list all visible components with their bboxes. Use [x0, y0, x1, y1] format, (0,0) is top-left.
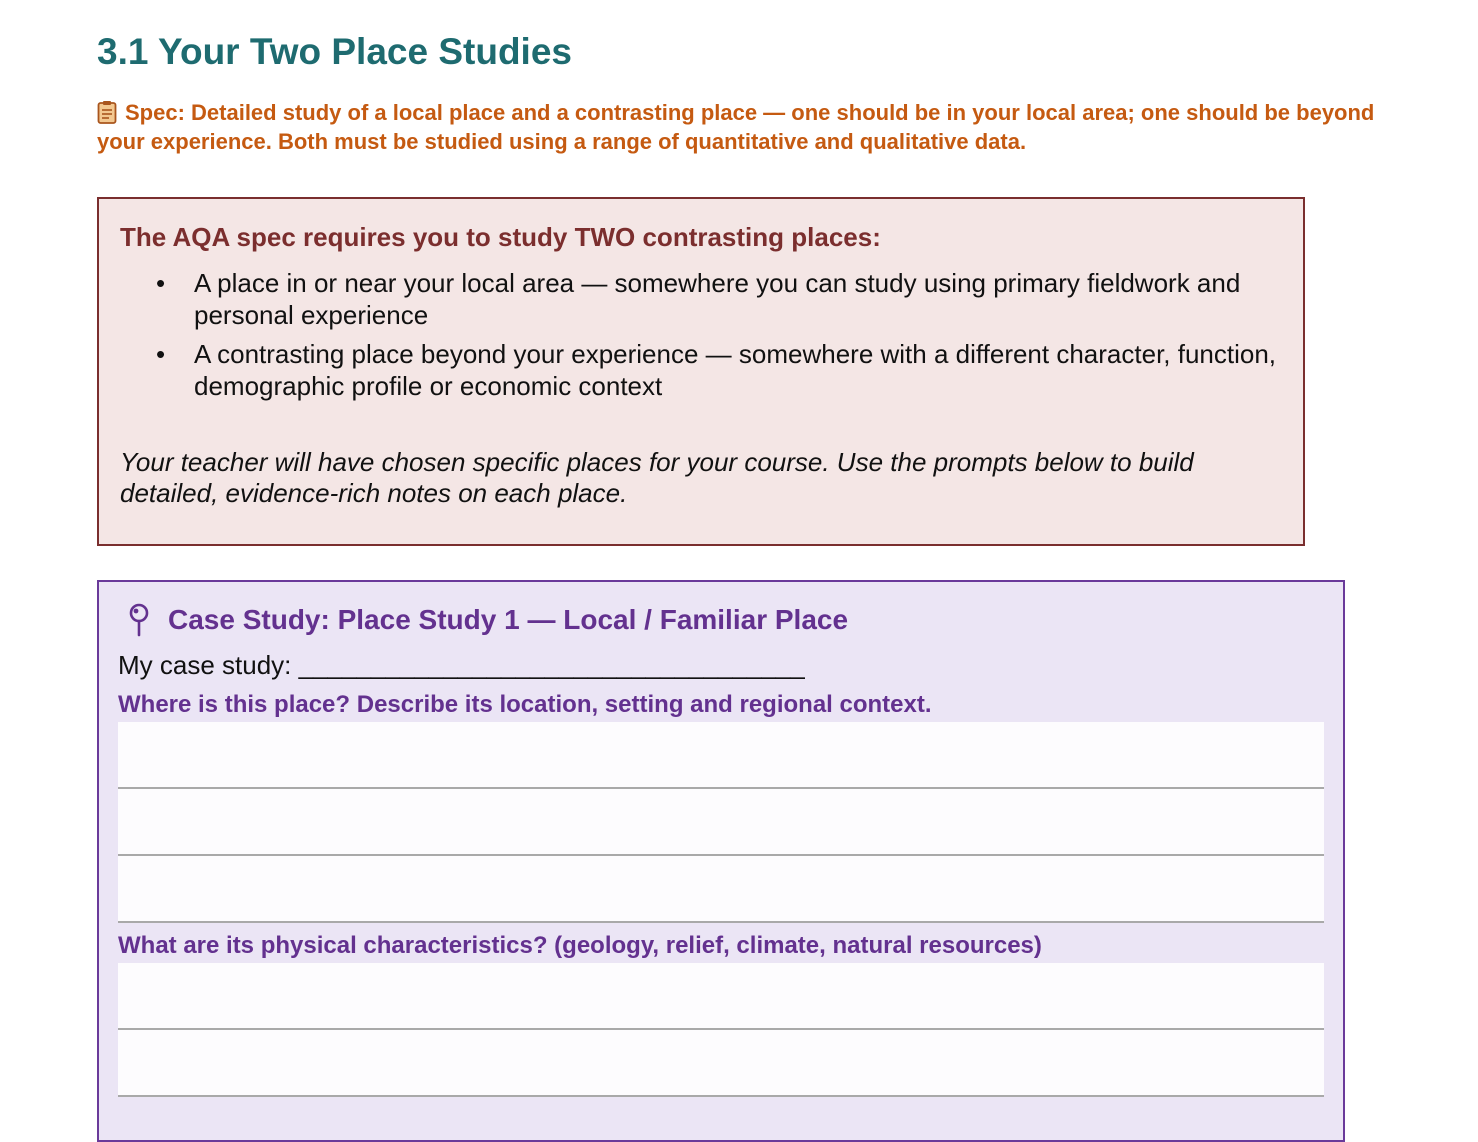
list-item-text: A contrasting place beyond your experience — somewhere with a different character, function, demographic profile or economic context — [194, 339, 1277, 401]
list-item — [120, 267, 1282, 331]
requirements-heading: The AQA spec requires you to study TWO contrasting places: — [120, 222, 881, 252]
teacher-note: Your teacher will have chosen specific places for your course. Use the prompts below to build detailed, evidence-rich notes on each place. — [120, 447, 1194, 508]
answer-area-location[interactable] — [118, 722, 1324, 923]
bullet-glyph: • — [156, 268, 166, 298]
question-physical: What are its physical characteristics? (geology, relief, climate, natural resources) — [118, 932, 1042, 959]
case-study-box — [97, 580, 1345, 1142]
case-study-title — [118, 600, 1324, 640]
answer-line[interactable] — [118, 722, 1324, 789]
spec-note — [97, 98, 1387, 156]
map-pin-icon — [126, 603, 152, 637]
clipboard-icon — [97, 100, 117, 124]
answer-line[interactable] — [118, 1030, 1324, 1097]
page-title: 3.1 Your Two Place Studies — [97, 31, 572, 72]
answer-line[interactable] — [118, 963, 1324, 1030]
list-item-text: A place in or near your local area — somewhere you can study using primary fieldwork and personal experience — [194, 268, 1241, 330]
question-location: Where is this place? Describe its location, setting and regional context. — [118, 691, 932, 718]
bullet-glyph: • — [156, 339, 166, 369]
requirements-list — [120, 267, 1282, 402]
list-item — [120, 338, 1282, 402]
answer-line[interactable] — [118, 789, 1324, 856]
answer-line[interactable] — [118, 856, 1324, 923]
case-study-title-text: Case Study: Place Study 1 — Local / Familiar Place — [168, 604, 849, 635]
spec-note-text: Spec: Detailed study of a local place and a contrasting place — one should be in your local area; one should be beyond your experience. Both must be studied using a range of quantitative and qualitative data. — [97, 100, 1375, 154]
requirements-box — [97, 197, 1305, 546]
answer-area-physical[interactable] — [118, 963, 1324, 1097]
my-case-study-field[interactable]: My case study: ___________________________________ — [118, 650, 805, 680]
